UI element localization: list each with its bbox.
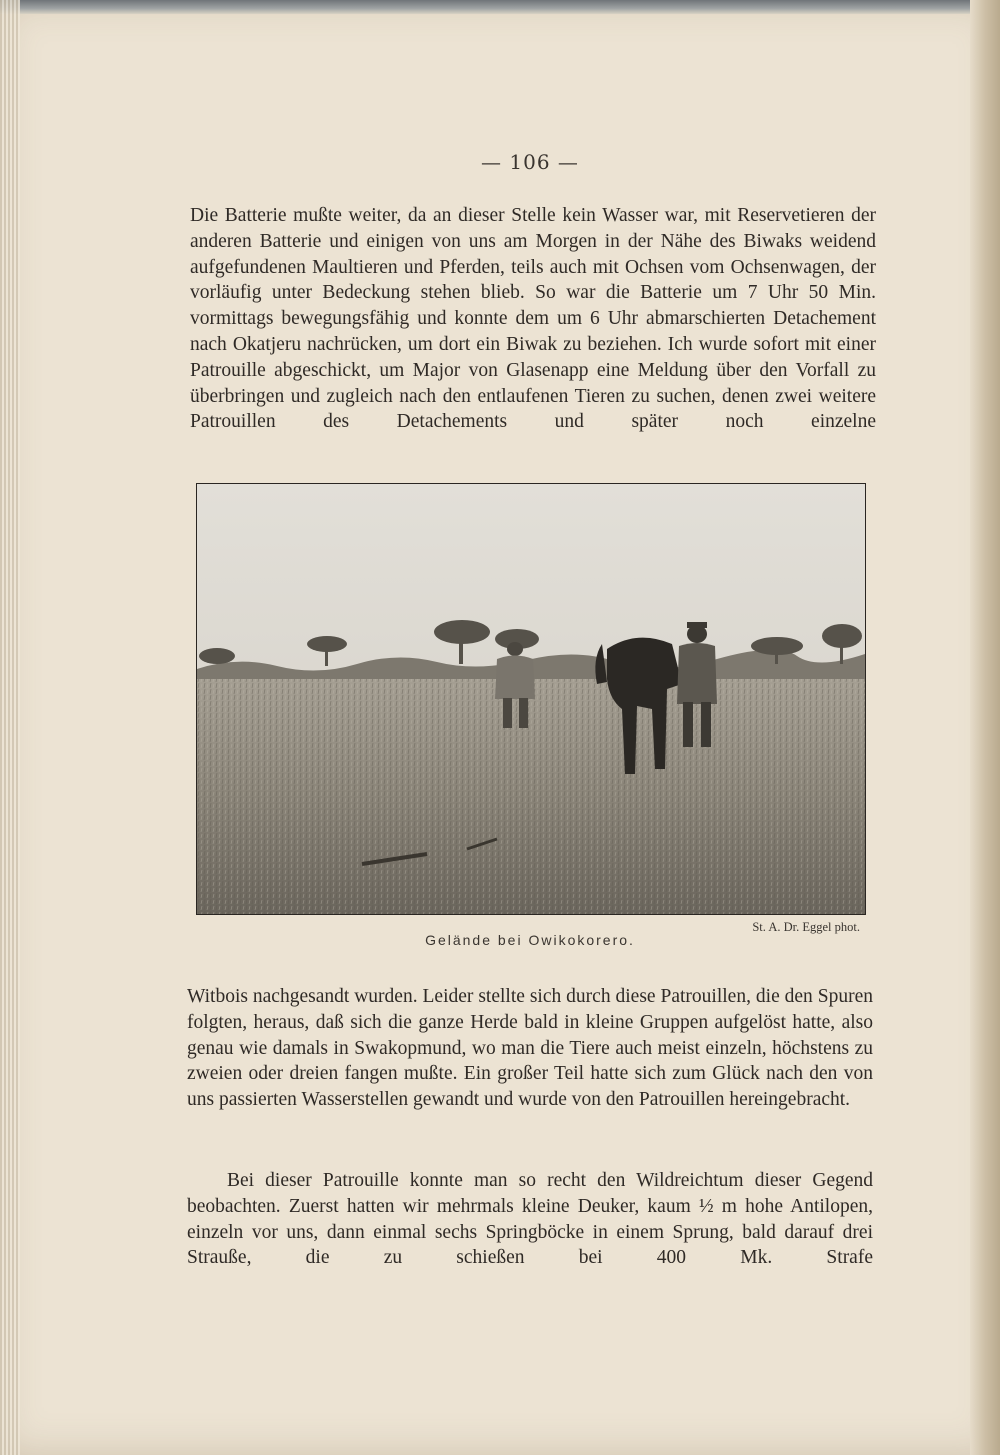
fraction-half: ½ bbox=[698, 1195, 714, 1217]
photograph bbox=[196, 483, 866, 915]
paragraph-3-end: m hohe Antilopen, einzeln vor uns, dann einmal sechs Springböcke in einem Sprung, bald darauf drei Strauße, die zu schießen bei 400 Mk. Strafe bbox=[187, 1195, 873, 1269]
page-number: — 106 — bbox=[481, 150, 579, 174]
paragraph-2: Witbois nachgesandt wurden. Leider stellte sich durch diese Patrouillen, die den Spuren folgten, heraus, daß sich die ganze Herde bald in kleine Gruppen aufgelöst hatte, also genau wie damals in Swakopmund, wo man die Tiere auch meist einzeln, höchstens zu zweien oder dreien fangen mußte. Ein großer Teil hatte sich zum Glück nach den von uns passierten Wasserstellen gewandt und wurde von den Patrouillen hereingebracht. bbox=[187, 986, 873, 1111]
photo-landscape-scene bbox=[197, 484, 865, 914]
page-top-edge bbox=[0, 0, 1000, 14]
paragraph-1: Die Batterie mußte weiter, da an dieser Stelle kein Wasser war, mit Reservetieren der anderen Batterie und einigen von uns am Morgen in der Nähe des Biwaks weidend aufgefundenen Maultieren und Pferden, teils auch mit Ochsen vom Ochsenwagen, der vorläufig unter Bedeckung stehen blieb. So war die Batterie um 7 Uhr 50 Min. vormittags bewegungsfähig und konnte dem um 6 Uhr abmarschierten Detachement nach Okatjeru nachrücken, um dort ein Biwak zu beziehen. Ich wurde sofort mit einer Patrouille abgeschickt, um Major von Glasenapp eine Meldung über den Vorfall zu überbringen und zugleich nach den entlaufenen Tieren zu suchen, denen zwei weitere Patrouillen des Detachements und später noch einzelne bbox=[190, 205, 876, 433]
page-right-edge bbox=[970, 0, 1000, 1455]
paragraph-3 bbox=[187, 1168, 873, 1271]
paragraph-3-start: Bei dieser Patrouille konnte man so recht den Wildreichtum dieser Gegend beobachten. Zuerst hatten wir mehrmals kleine Deuker, kaum bbox=[187, 1170, 873, 1217]
photo-caption: Gelände bei Owikokorero. bbox=[425, 932, 635, 948]
page-left-edge bbox=[0, 0, 20, 1455]
photo-credit: St. A. Dr. Eggel phot. bbox=[752, 920, 860, 934]
